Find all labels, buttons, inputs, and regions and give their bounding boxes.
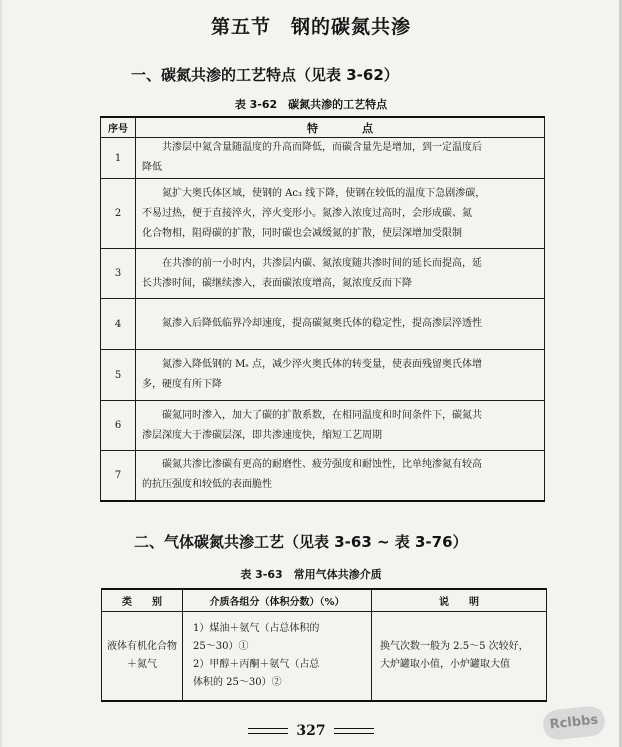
table-row: [101, 299, 545, 350]
table-header-row: [101, 117, 545, 138]
watermark-logo: Rclbbs: [542, 705, 607, 741]
row-number: 5: [101, 350, 136, 401]
section-title: 第五节 钢的碳氮共渗: [210, 16, 411, 38]
table-row: [101, 179, 545, 249]
row-line: 碳氮共渗比渗碳有更高的耐磨性、疲劳强度和耐蚀性，比单纯渗氮有较高: [162, 459, 482, 471]
row-text: [136, 299, 545, 350]
row-number: 7: [101, 451, 136, 501]
table-row: [101, 249, 545, 299]
row-text: [136, 138, 545, 179]
table-3-62: [100, 116, 545, 502]
row-number: 2: [101, 179, 136, 249]
row-line: 氮渗入降低钢的 Mₛ 点，减少淬火奥氏体的转变量，使表面残留奥氏体增: [162, 359, 482, 370]
table-caption-3-63: 表 3-63 常用气体共渗介质: [240, 568, 382, 581]
table-3-63: [101, 588, 547, 702]
table-header-row: [102, 589, 547, 612]
footer-rule-left: [248, 728, 288, 734]
header-category: 类 别: [102, 589, 183, 612]
row-line: 渗层深度大于渗碳层深，即共渗速度快，缩短工艺周期: [142, 429, 382, 441]
row-line: 共渗层中氮含量随温度的升高而降低，而碳含量先是增加，到一定温度后: [162, 142, 482, 153]
row-text: [136, 401, 545, 451]
row-line: 多，硬度有所下降: [142, 379, 222, 390]
composition-line: 1）煤油＋氨气（占总体积的: [193, 623, 320, 634]
row-line: 碳氮同时渗入，加大了碳的扩散系数，在相同温度和时间条件下，碳氮共: [162, 409, 482, 421]
note-cell: 换气次数一般为 2.5～5 次较好，大炉罐取小值，小炉罐取大值: [372, 612, 547, 702]
composition-line: 2）甲醇＋丙酮＋氨气（占总: [193, 659, 320, 670]
table-row: [101, 451, 545, 501]
table-row: [102, 612, 547, 702]
page-left-edge: [0, 0, 2, 747]
table-row: [101, 138, 545, 179]
row-line: 氮扩大奥氏体区域，使钢的 Ac₃ 线下降，使钢在较低的温度下急剧渗碳，: [162, 187, 486, 199]
composition-cell: [183, 612, 372, 702]
row-text: [136, 179, 545, 249]
composition-line: 体积的 25～30）②: [193, 677, 282, 688]
row-line: 长共渗时间，碳继续渗入，表面碳浓度增高，氮浓度反而下降: [142, 277, 412, 289]
header-composition: 介质各组分（体积分数）（%）: [183, 589, 372, 612]
row-line: 的抗压强度和较低的表面脆性: [142, 479, 272, 491]
row-number: 6: [101, 401, 136, 451]
row-text: [136, 249, 545, 299]
row-line: 在共渗的前一小时内，共渗层内碳、氮浓度随共渗时间的延长而提高，延: [162, 257, 482, 269]
table-row: [101, 350, 545, 401]
row-text: [136, 350, 545, 401]
subsection-heading-2: 二、气体碳氮共渗工艺（见表 3-63 ~ 表 3-76）: [134, 533, 468, 551]
row-number: 4: [101, 299, 136, 350]
row-line: 化合物相，阻碍碳的扩散，同时碳也会减缓氮的扩散，使层深增加受限制: [142, 227, 462, 239]
row-text: [136, 451, 545, 501]
row-line: 降低: [142, 162, 162, 173]
header-feature: 特 点: [136, 117, 545, 138]
page-number: 327: [296, 723, 326, 739]
footer-rule-right: [334, 728, 374, 734]
subsection-heading-1: 一、碳氮共渗的工艺特点（见表 3-62）: [131, 66, 399, 84]
row-number: 3: [101, 249, 136, 299]
header-no: 序号: [101, 117, 136, 138]
page-footer: [0, 720, 622, 739]
category-cell: 液体有机化合物＋氮气: [102, 612, 183, 702]
header-note: 说 明: [372, 589, 547, 612]
row-line: 氮渗入后降低临界冷却速度，提高碳氮奥氏体的稳定性，提高渗层淬透性: [162, 318, 482, 329]
composition-line: 25～30）①: [193, 641, 249, 652]
table-caption-3-62: 表 3-62 碳氮共渗的工艺特点: [234, 98, 388, 111]
table-row: [101, 401, 545, 451]
row-line: 不易过热，便于直接淬火，淬火变形小。氮渗入浓度过高时，会形成碳、氮: [142, 207, 472, 219]
row-number: 1: [101, 138, 136, 179]
